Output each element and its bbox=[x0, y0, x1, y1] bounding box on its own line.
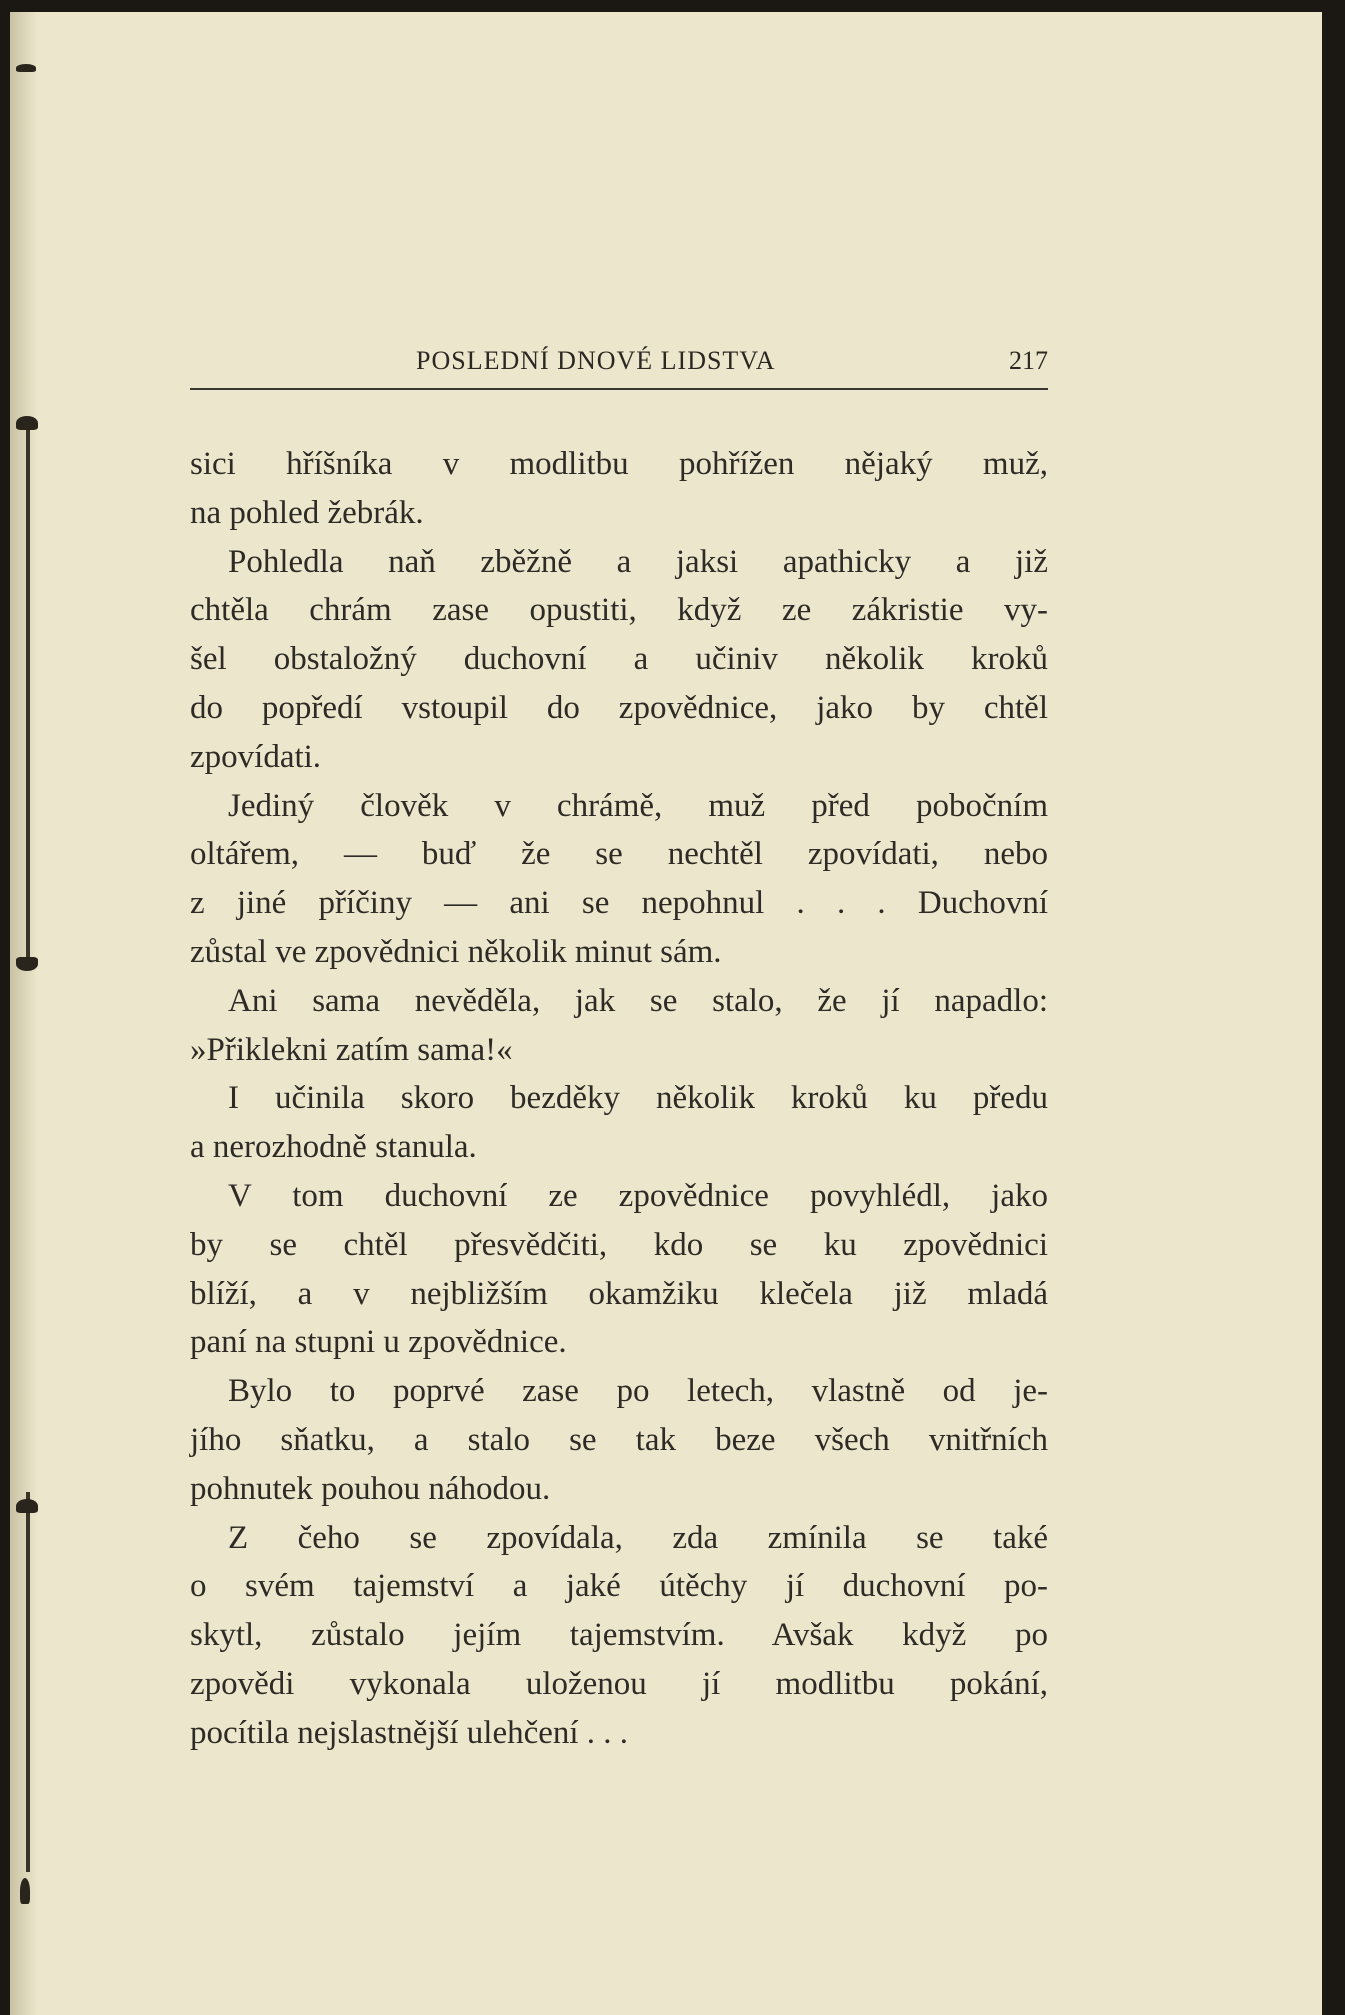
text-line: do popředí vstoupil do zpovědnice, jako by chtěl bbox=[190, 689, 1048, 726]
text-line: I učinila skoro bezděky několik kroků ku předu bbox=[228, 1080, 1048, 1117]
header-rule bbox=[190, 388, 1048, 390]
text-line: Z čeho se zpovídala, zda zmínila se také bbox=[228, 1519, 1048, 1556]
text-line: sici hříšníka v modlitbu pohřížen nějaký muž, bbox=[190, 446, 1048, 482]
text-line: pohnutek pouhou náhodou. bbox=[190, 1470, 551, 1507]
text-line: Jediný člověk v chrámě, muž před pobočním bbox=[228, 787, 1048, 824]
text-line: o svém tajemství a jaké útěchy jí duchovní po- bbox=[190, 1568, 1048, 1605]
text-line: Ani sama nevěděla, jak se stalo, že jí napadlo: bbox=[228, 982, 1048, 1019]
text-line: a nerozhodně stanula. bbox=[190, 1129, 477, 1166]
book-page bbox=[10, 12, 1322, 2015]
text-line: pocítila nejslastnější ulehčení . . . bbox=[190, 1714, 629, 1751]
running-header bbox=[190, 346, 1048, 386]
text-line: chtěla chrám zase opustiti, když ze zákristie vy- bbox=[190, 592, 1048, 629]
page-number: 217 bbox=[1009, 346, 1048, 375]
running-title: POSLEDNÍ DNOVÉ LIDSTVA bbox=[416, 346, 776, 375]
text-line: zpovědi vykonala uloženou jí modlitbu pokání, bbox=[190, 1665, 1048, 1702]
text-line: »Přiklekni zatím sama!« bbox=[190, 1031, 513, 1068]
binding-thread-lower bbox=[26, 1492, 30, 1872]
text-line: blíží, a v nejbližším okamžiku klečela již mladá bbox=[190, 1275, 1048, 1312]
text-line: skytl, zůstalo jejím tajemstvím. Avšak když po bbox=[190, 1617, 1048, 1654]
text-line: V tom duchovní ze zpovědnice povyhlédl, jako bbox=[228, 1177, 1048, 1214]
binding-thread-upper bbox=[26, 422, 30, 962]
text-line: zpovídati. bbox=[190, 738, 322, 775]
binding-mark bbox=[16, 1499, 38, 1513]
binding-mark bbox=[16, 64, 36, 72]
text-line: oltářem, — buď že se nechtěl zpovídati, nebo bbox=[190, 836, 1048, 873]
text-line: paní na stupni u zpovědnice. bbox=[190, 1324, 567, 1361]
text-line: zůstal ve zpovědnici několik minut sám. bbox=[190, 933, 722, 970]
binding-mark bbox=[16, 416, 38, 430]
binding-mark bbox=[20, 1878, 30, 1904]
text-line: Pohledla naň zběžně a jaksi apathicky a již bbox=[228, 543, 1048, 580]
text-line: na pohled žebrák. bbox=[190, 494, 424, 531]
text-line: Bylo to poprvé zase po letech, vlastně od je- bbox=[228, 1373, 1048, 1410]
text-line: by se chtěl přesvědčiti, kdo se ku zpovědnici bbox=[190, 1226, 1048, 1263]
text-line: z jiné příčiny — ani se nepohnul . . . Duchovní bbox=[190, 885, 1048, 922]
gutter-shadow bbox=[10, 12, 38, 2015]
text-line: jího sňatku, a stalo se tak beze všech vnitřních bbox=[190, 1421, 1048, 1458]
binding-mark bbox=[16, 957, 38, 971]
body-text bbox=[190, 440, 1048, 1758]
text-line: šel obstaložný duchovní a učiniv několik kroků bbox=[190, 641, 1048, 678]
